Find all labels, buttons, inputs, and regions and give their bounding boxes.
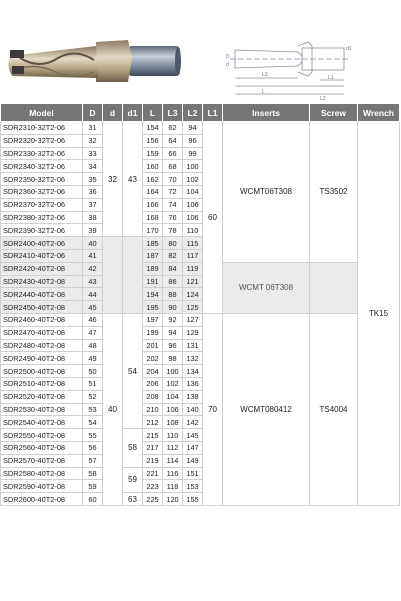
l2-cell: 121 [183,275,203,288]
l-cell: 197 [143,313,163,326]
dim-label-d1: d1 [346,46,352,52]
d-outer-cell: 47 [83,326,103,339]
l1-cell-70: 70 [203,313,223,505]
l3-cell: 92 [163,313,183,326]
l3-cell: 72 [163,185,183,198]
l-cell: 199 [143,326,163,339]
d1-cell-59: 59 [123,467,143,493]
model-cell: SDR2550-40T2-08 [1,429,83,442]
l-cell: 187 [143,249,163,262]
d-outer-cell: 42 [83,262,103,275]
l-cell: 210 [143,403,163,416]
l2-cell: 117 [183,249,203,262]
model-cell: SDR2520-40T2-08 [1,390,83,403]
d-outer-cell: 56 [83,441,103,454]
model-cell: SDR2450-40T2-08 [1,301,83,314]
d-inner-cell-32: 32 [103,122,123,237]
l3-cell: 112 [163,441,183,454]
model-cell: SDR2560-40T2-08 [1,441,83,454]
l-cell: 221 [143,467,163,480]
l3-cell: 86 [163,275,183,288]
d-outer-cell: 57 [83,454,103,467]
l3-cell: 116 [163,467,183,480]
model-cell: SDR2530-40T2-08 [1,403,83,416]
l2-cell: 136 [183,377,203,390]
d-outer-cell: 35 [83,173,103,186]
col-header-wrench: Wrench [358,104,400,122]
col-header-l2: L2 [183,104,203,122]
l-cell: 156 [143,134,163,147]
model-cell: SDR2480-40T2-08 [1,339,83,352]
l-cell: 217 [143,441,163,454]
d-outer-cell: 50 [83,365,103,378]
l-cell: 208 [143,390,163,403]
d-outer-cell: 60 [83,493,103,506]
l2-cell: 142 [183,416,203,429]
l2-cell: 110 [183,224,203,237]
dim-label-l2: L2 [320,96,326,102]
l3-cell: 110 [163,429,183,442]
model-cell: SDR2330-32T2-06 [1,147,83,160]
col-header-screw: Screw [310,104,358,122]
d-outer-cell: 41 [83,249,103,262]
model-cell: SDR2460-40T2-08 [1,313,83,326]
l2-cell: 151 [183,467,203,480]
l3-cell: 64 [163,134,183,147]
d-outer-cell: 59 [83,480,103,493]
l3-cell: 62 [163,122,183,135]
l2-cell: 102 [183,173,203,186]
l-cell: 185 [143,237,163,250]
l2-cell: 127 [183,313,203,326]
l3-cell: 78 [163,224,183,237]
col-header-inserts: Inserts [223,104,310,122]
header-illustration [0,0,401,103]
l3-cell: 108 [163,416,183,429]
d1-cell-empty [123,237,143,314]
l3-cell: 66 [163,147,183,160]
l2-cell: 106 [183,198,203,211]
insert-cell-2: WCMT 06T308 [223,262,310,313]
model-cell: SDR2440-40T2-08 [1,288,83,301]
dim-label-d-small: d [226,62,229,68]
d-outer-cell: 43 [83,275,103,288]
table-row [1,262,400,275]
l-cell: 162 [143,173,163,186]
d-outer-cell: 34 [83,160,103,173]
l2-cell: 129 [183,326,203,339]
table-header-row [1,104,400,122]
model-cell: SDR2320-32T2-06 [1,134,83,147]
l2-cell: 94 [183,122,203,135]
model-cell: SDR2600-40T2-08 [1,493,83,506]
l3-cell: 102 [163,377,183,390]
technical-drawing [230,42,350,94]
l3-cell: 120 [163,493,183,506]
col-header-l1: L1 [203,104,223,122]
model-cell: SDR2370-32T2-06 [1,198,83,211]
d1-cell-63: 63 [123,493,143,506]
l3-cell: 118 [163,480,183,493]
l-cell: 154 [143,122,163,135]
l3-cell: 94 [163,326,183,339]
l2-cell: 115 [183,237,203,250]
l2-cell: 155 [183,493,203,506]
l2-cell: 138 [183,390,203,403]
d-outer-cell: 51 [83,377,103,390]
d1-cell-58: 58 [123,429,143,467]
d-outer-cell: 40 [83,237,103,250]
l2-cell: 125 [183,301,203,314]
l3-cell: 70 [163,173,183,186]
l-cell: 170 [143,224,163,237]
l3-cell: 90 [163,301,183,314]
dim-label-l3: L3 [262,72,268,78]
d-outer-cell: 54 [83,416,103,429]
d-outer-cell: 52 [83,390,103,403]
l2-cell: 147 [183,441,203,454]
l2-cell: 131 [183,339,203,352]
d-outer-cell: 32 [83,134,103,147]
model-cell: SDR2390-32T2-06 [1,224,83,237]
l2-cell: 140 [183,403,203,416]
l3-cell: 88 [163,288,183,301]
l2-cell: 153 [183,480,203,493]
d-outer-cell: 38 [83,211,103,224]
l-cell: 219 [143,454,163,467]
d1-cell-43: 43 [123,122,143,237]
dim-label-d: D [226,54,230,60]
l-cell: 189 [143,262,163,275]
col-header-d1: d1 [123,104,143,122]
l-cell: 166 [143,198,163,211]
wrench-cell: TK15 [358,122,400,506]
d-outer-cell: 44 [83,288,103,301]
l-cell: 215 [143,429,163,442]
l3-cell: 80 [163,237,183,250]
d-inner-cell-40: 40 [103,313,123,505]
l-cell: 159 [143,147,163,160]
l3-cell: 76 [163,211,183,224]
l-cell: 212 [143,416,163,429]
model-cell: SDR2580-40T2-08 [1,467,83,480]
l-cell: 204 [143,365,163,378]
l2-cell: 99 [183,147,203,160]
d-outer-cell: 36 [83,185,103,198]
model-cell: SDR2310-32T2-06 [1,122,83,135]
col-header-model: Model [1,104,83,122]
d-outer-cell: 55 [83,429,103,442]
d-outer-cell: 37 [83,198,103,211]
l2-cell: 104 [183,185,203,198]
l2-cell: 132 [183,352,203,365]
l-cell: 202 [143,352,163,365]
model-cell: SDR2350-32T2-06 [1,173,83,186]
l-cell: 168 [143,211,163,224]
l2-cell: 124 [183,288,203,301]
model-cell: SDR2490-40T2-08 [1,352,83,365]
d-outer-cell: 48 [83,339,103,352]
l3-cell: 74 [163,198,183,211]
table-row [1,313,400,326]
model-cell: SDR2500-40T2-08 [1,365,83,378]
l-cell: 160 [143,160,163,173]
l3-cell: 114 [163,454,183,467]
l1-cell-60: 60 [203,122,223,314]
l-cell: 164 [143,185,163,198]
l2-cell: 149 [183,454,203,467]
l2-cell: 106 [183,211,203,224]
d-outer-cell: 39 [83,224,103,237]
l-cell: 194 [143,288,163,301]
model-cell: SDR2420-40T2-08 [1,262,83,275]
l2-cell: 100 [183,160,203,173]
l2-cell: 145 [183,429,203,442]
l3-cell: 68 [163,160,183,173]
d-outer-cell: 49 [83,352,103,365]
model-cell: SDR2510-40T2-08 [1,377,83,390]
model-cell: SDR2430-40T2-08 [1,275,83,288]
col-header-l3: L3 [163,104,183,122]
l-cell: 195 [143,301,163,314]
spec-table [0,103,400,506]
l-cell: 223 [143,480,163,493]
col-header-d-inner: d [103,104,123,122]
screw-cell-empty [310,262,358,313]
col-header-l: L [143,104,163,122]
l3-cell: 84 [163,262,183,275]
table-row [1,122,400,135]
l3-cell: 104 [163,390,183,403]
model-cell: SDR2400-40T2-06 [1,237,83,250]
l3-cell: 106 [163,403,183,416]
l-cell: 206 [143,377,163,390]
l2-cell: 119 [183,262,203,275]
screw-cell-2: TS4004 [310,313,358,505]
d-outer-cell: 45 [83,301,103,314]
l3-cell: 82 [163,249,183,262]
model-cell: SDR2540-40T2-08 [1,416,83,429]
d-inner-cell-empty [103,237,123,314]
d-outer-cell: 33 [83,147,103,160]
l-cell: 191 [143,275,163,288]
d-outer-cell: 53 [83,403,103,416]
screw-cell-1: TS3502 [310,122,358,263]
d-outer-cell: 58 [83,467,103,480]
insert-cell-1: WCMT06T308 [223,122,310,263]
model-cell: SDR2360-32T2-06 [1,185,83,198]
l2-cell: 96 [183,134,203,147]
dim-label-l1: L1 [328,75,334,81]
l3-cell: 96 [163,339,183,352]
l3-cell: 98 [163,352,183,365]
model-cell: SDR2340-32T2-06 [1,160,83,173]
model-cell: SDR2590-40T2-08 [1,480,83,493]
dim-label-l: L [262,89,265,95]
model-cell: SDR2470-40T2-08 [1,326,83,339]
l2-cell: 134 [183,365,203,378]
d-outer-cell: 31 [83,122,103,135]
col-header-d-outer: D [83,104,103,122]
d-outer-cell: 46 [83,313,103,326]
drill-photo [8,40,181,82]
model-cell: SDR2380-32T2-06 [1,211,83,224]
l-cell: 225 [143,493,163,506]
d1-cell-54: 54 [123,313,143,428]
l-cell: 201 [143,339,163,352]
insert-cell-3: WCMT080412 [223,313,310,505]
l3-cell: 100 [163,365,183,378]
model-cell: SDR2570-40T2-08 [1,454,83,467]
model-cell: SDR2410-40T2-06 [1,249,83,262]
